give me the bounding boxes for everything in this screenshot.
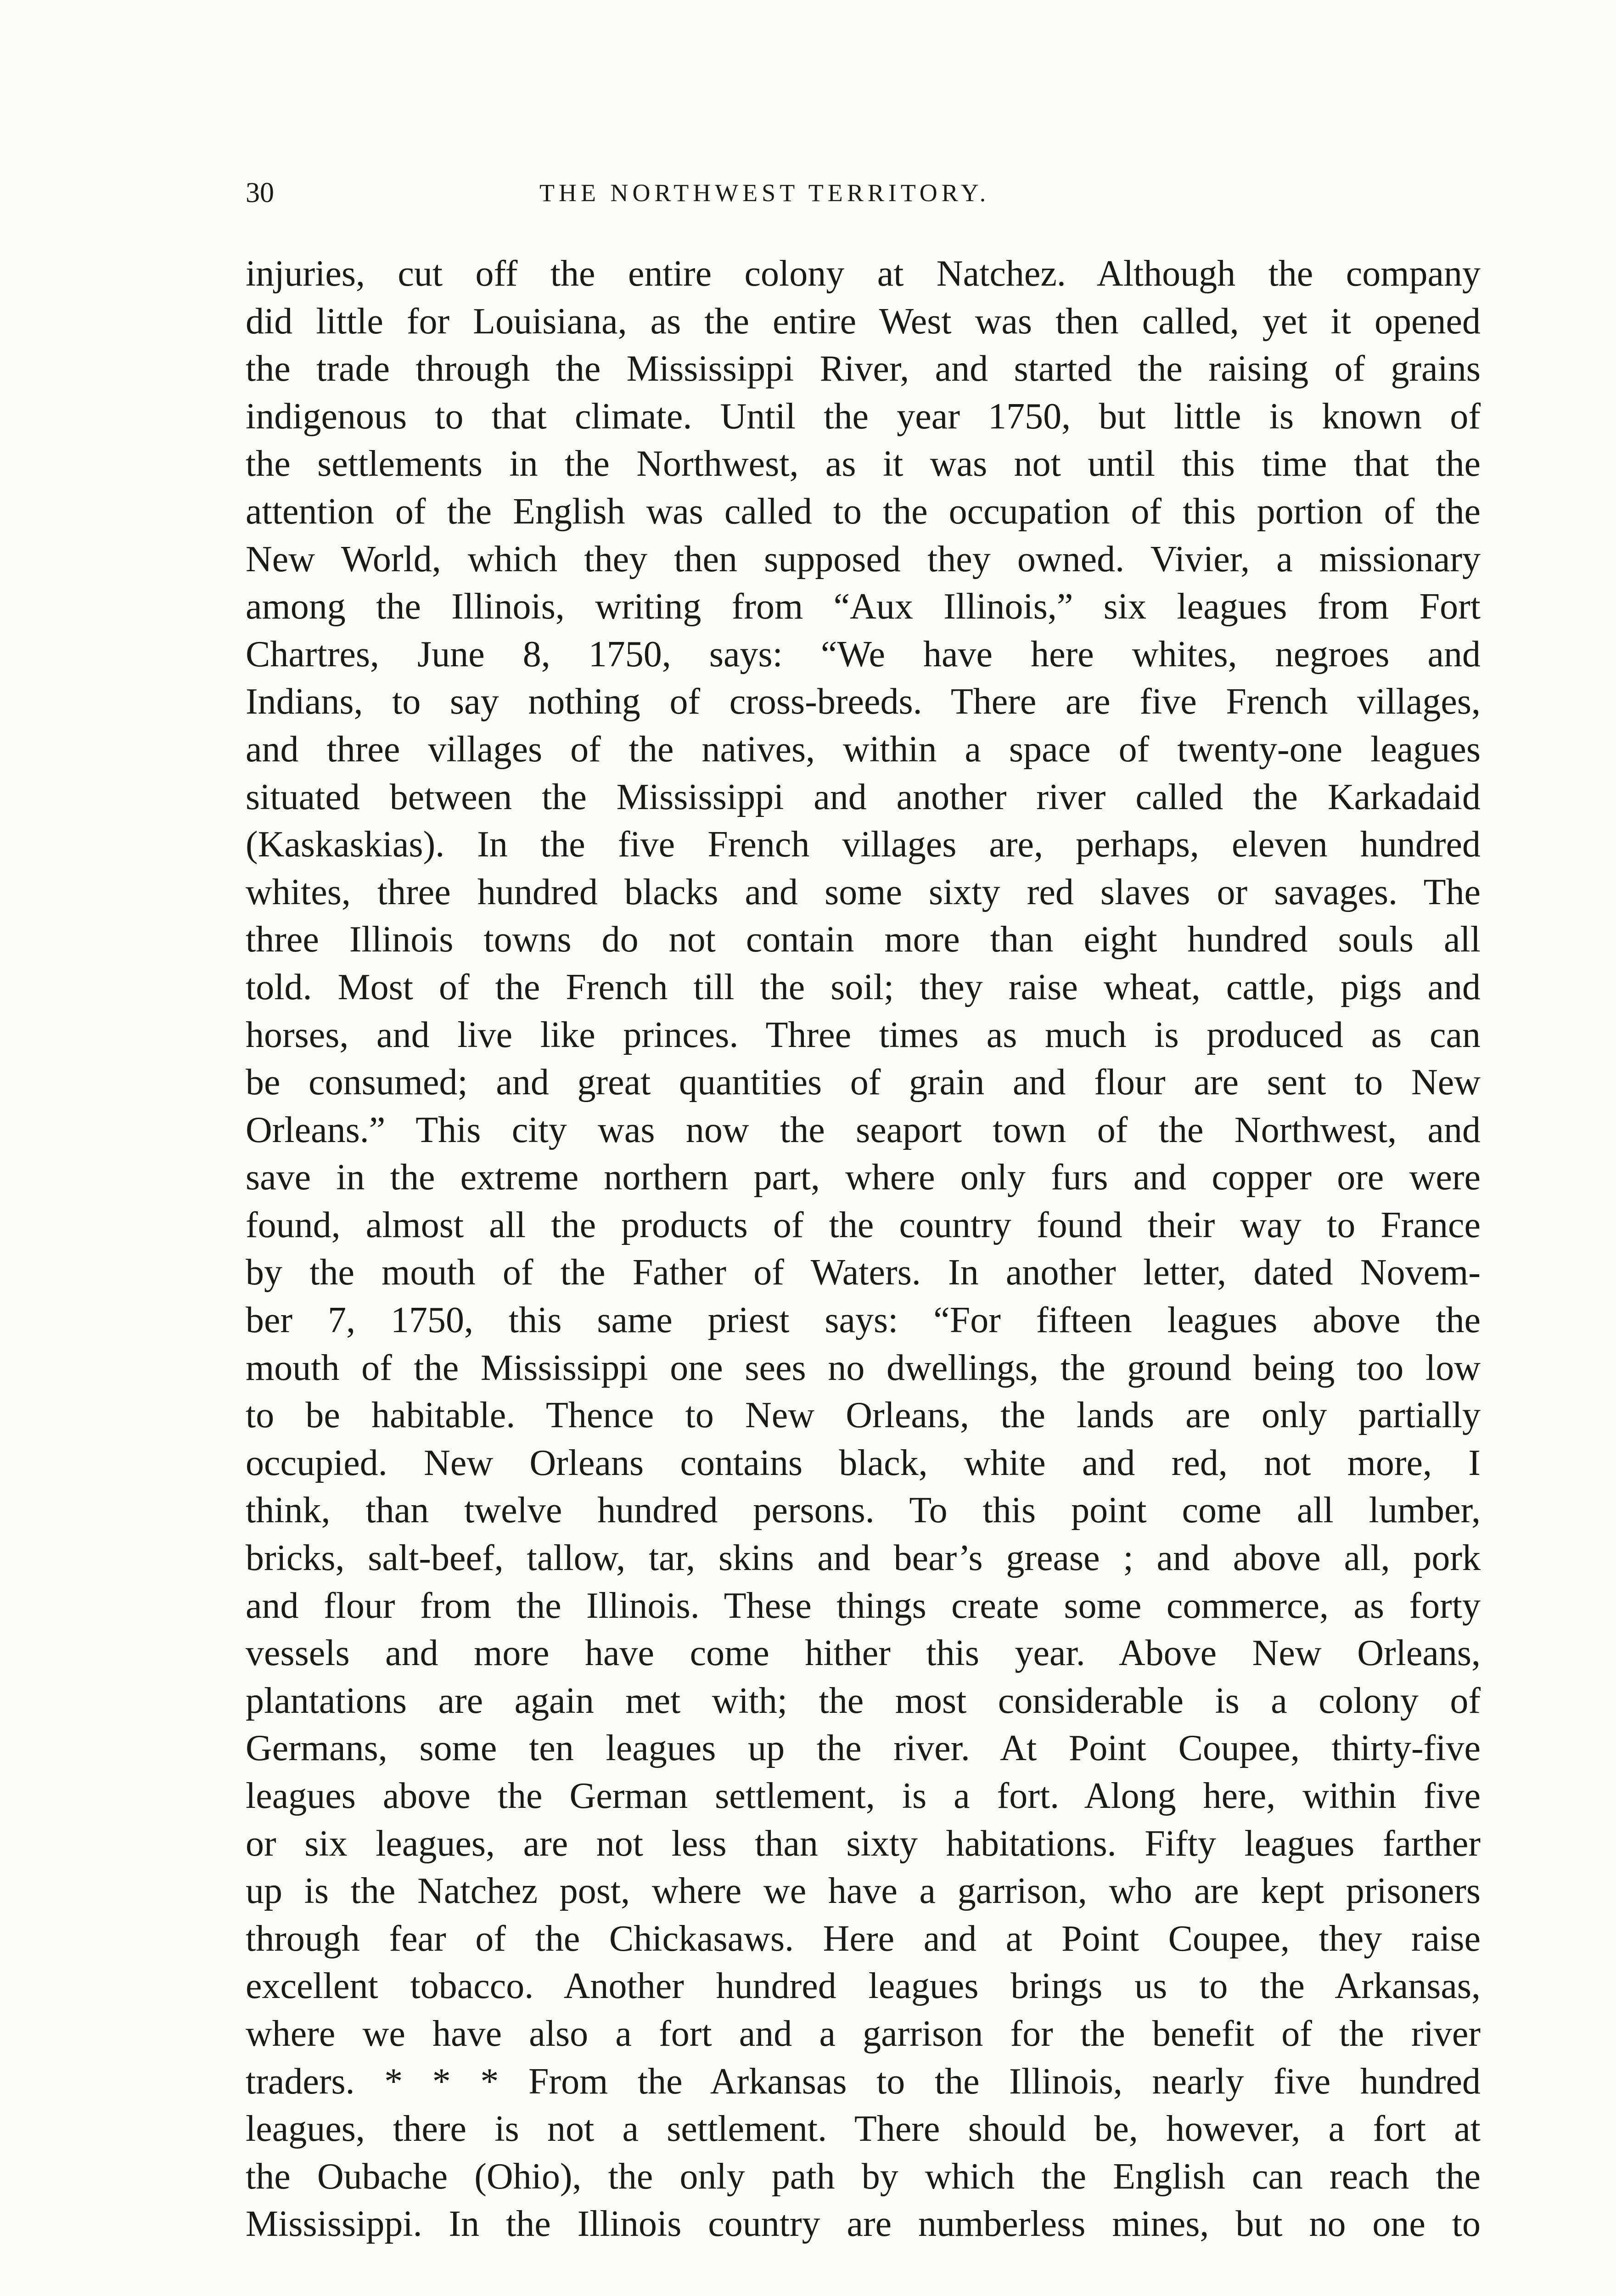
text-line: up is the Natchez post, where we have a garrison, who are kept prisoners — [246, 1871, 1481, 1912]
text-line: vessels and more have come hither this year. Above New Orleans, — [246, 1633, 1481, 1674]
text-line: injuries, cut off the entire colony at Natchez. Although the company — [246, 253, 1481, 294]
text-line: bricks, salt-beef, tallow, tar, skins and bear’s grease ; and above all, pork — [246, 1538, 1481, 1579]
text-line: Orleans.” This city was now the seaport town of the Northwest, and — [246, 1109, 1481, 1150]
text-line: excellent tobacco. Another hundred leagues brings us to the Arkansas, — [246, 1966, 1481, 2007]
text-line: whites, three hundred blacks and some sixty red slaves or savages. The — [246, 872, 1481, 912]
text-line: Indians, to say nothing of cross-breeds. There are five French villages, — [246, 681, 1481, 722]
text-line: mouth of the Mississippi one sees no dwellings, the ground being too low — [246, 1347, 1481, 1388]
text-line: New World, which they then supposed they owned. Vivier, a missionary — [246, 539, 1481, 580]
text-line: through fear of the Chickasaws. Here and at Point Coupee, they raise — [246, 1918, 1481, 1959]
text-line: Chartres, June 8, 1750, says: “We have here whites, negroes and — [246, 634, 1481, 675]
text-line: think, than twelve hundred persons. To this point come all lumber, — [246, 1490, 1481, 1531]
text-line: by the mouth of the Father of Waters. In another letter, dated Novem- — [246, 1252, 1481, 1293]
running-head — [246, 177, 1481, 214]
text-line: plantations are again met with; the most considerable is a colony of — [246, 1680, 1481, 1721]
text-line: leagues above the German settlement, is a fort. Along here, within five — [246, 1776, 1481, 1816]
text-line: traders. * * * From the Arkansas to the Illinois, nearly five hundred — [246, 2061, 1481, 2102]
text-line: be consumed; and great quantities of grain and flour are sent to New — [246, 1062, 1481, 1103]
text-line: leagues, there is not a settlement. There should be, however, a fort at — [246, 2109, 1481, 2150]
text-line: the settlements in the Northwest, as it was not until this time that the — [246, 444, 1481, 484]
text-line: did little for Louisiana, as the entire West was then called, yet it opened — [246, 301, 1481, 342]
text-line: save in the extreme northern part, where only furs and copper ore were — [246, 1157, 1481, 1198]
body-text — [246, 250, 1481, 2248]
running-title: THE NORTHWEST TERRITORY. — [539, 179, 990, 207]
text-line: to be habitable. Thence to New Orleans, the lands are only partially — [246, 1395, 1481, 1436]
text-line: three Illinois towns do not contain more than eight hundred souls all — [246, 919, 1481, 960]
text-line: among the Illinois, writing from “Aux Illinois,” six leagues from Fort — [246, 586, 1481, 627]
page-number: 30 — [246, 177, 274, 208]
text-line: (Kaskaskias). In the five French villages are, perhaps, eleven hundred — [246, 824, 1481, 865]
text-line: Germans, some ten leagues up the river. At Point Coupee, thirty-five — [246, 1728, 1481, 1769]
text-line: ber 7, 1750, this same priest says: “For fifteen leagues above the — [246, 1300, 1481, 1341]
text-line: occupied. New Orleans contains black, white and red, not more, I — [246, 1442, 1481, 1483]
text-line: or six leagues, are not less than sixty habitations. Fifty leagues farther — [246, 1823, 1481, 1864]
text-line: attention of the English was called to the occupation of this portion of the — [246, 491, 1481, 532]
text-line: and three villages of the natives, within a space of twenty-one leagues — [246, 729, 1481, 770]
text-line: where we have also a fort and a garrison for the benefit of the river — [246, 2013, 1481, 2054]
text-line: horses, and live like princes. Three times as much is produced as can — [246, 1014, 1481, 1055]
text-line: found, almost all the products of the country found their way to France — [246, 1204, 1481, 1245]
text-line: the trade through the Mississippi River, and started the raising of grains — [246, 349, 1481, 389]
text-line: the Oubache (Ohio), the only path by which the English can reach the — [246, 2156, 1481, 2197]
text-line: indigenous to that climate. Until the year 1750, but little is known of — [246, 396, 1481, 437]
text-line: and flour from the Illinois. These things create some commerce, as forty — [246, 1585, 1481, 1626]
text-line: told. Most of the French till the soil; they raise wheat, cattle, pigs and — [246, 967, 1481, 1007]
text-line: Mississippi. In the Illinois country are numberless mines, but no one to — [246, 2204, 1481, 2245]
text-line: situated between the Mississippi and another river called the Karkadaid — [246, 777, 1481, 817]
